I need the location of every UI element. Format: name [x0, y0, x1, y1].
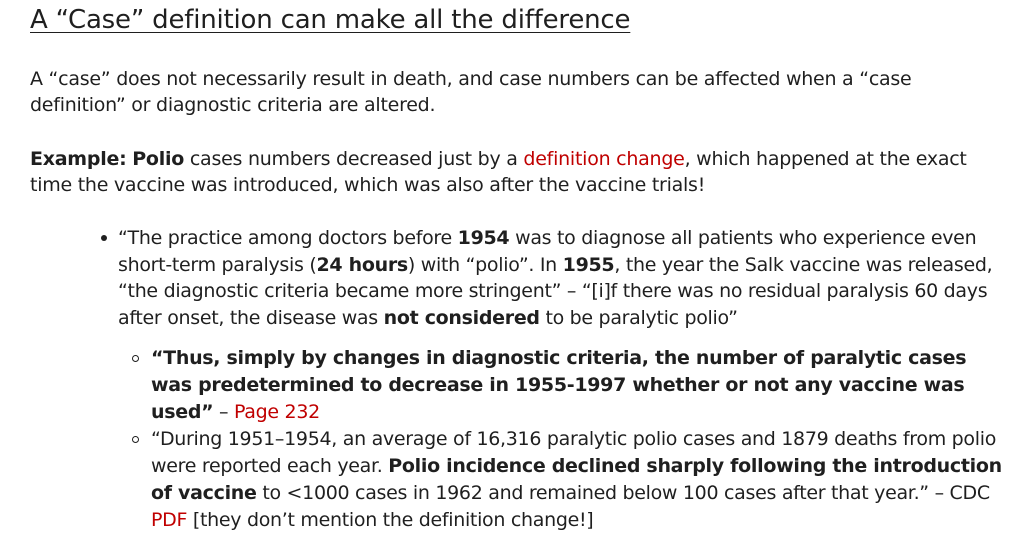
- cdc-pdf-link[interactable]: PDF: [151, 509, 188, 531]
- example-paragraph: [30, 146, 1002, 198]
- example-text-after-link: , which happened at the exact time the vaccine was introduced, which was also after the vaccine trials!: [30, 148, 967, 196]
- example-text-before-link: cases numbers decreased just by a: [184, 148, 524, 170]
- bullet-circle-icon: [132, 436, 139, 443]
- bullet1-text-4: , the year the Salk vaccine was released, “the diagnostic criteria became more stringent” – “[i]f there was no residual paralysis 60 days after onset, the disease was: [118, 253, 993, 329]
- bullet1-text-1: “The practice among doctors before: [118, 227, 458, 249]
- definition-change-link[interactable]: definition change: [523, 148, 685, 170]
- example-label: Example:: [30, 148, 127, 170]
- sub2-bold: Polio incidence declined sharply following the introduction of vaccine: [151, 455, 1002, 504]
- sub2-text-3: [they don’t mention the definition change!]: [187, 509, 594, 531]
- bullet-disc-icon: [101, 235, 107, 241]
- intro-paragraph: A “case” does not necessarily result in death, and case numbers can be affected when a “case definition” or diagnostic criteria are altered.: [30, 68, 912, 116]
- list-item: [151, 345, 1002, 426]
- bullet1-bold-2: 24 hours: [316, 253, 408, 276]
- bullet1-bold-3: 1955: [562, 253, 615, 276]
- list-item: [118, 225, 1002, 534]
- bullet1-bold-1: 1954: [457, 227, 510, 249]
- bullet1-text-3: ) with “polio”. In: [407, 253, 563, 276]
- bullet1-text-2: was to diagnose all patients who experience even short-term paralysis (: [118, 227, 977, 276]
- sub2-text-2: to <1000 cases in 1962 and remained below 100 cases after that year.” – CDC: [256, 482, 990, 504]
- bullet1-bold-4: not considered: [383, 306, 540, 329]
- sub2-text-1: “During 1951–1954, an average of 16,316 paralytic polio cases and 1879 deaths from polio were reported each year.: [151, 428, 997, 477]
- example-subject: Polio: [132, 148, 185, 170]
- page-232-link[interactable]: Page 232: [234, 401, 320, 423]
- bullet1-text-5: to be paralytic polio”: [539, 306, 738, 329]
- bullet-circle-icon: [132, 355, 139, 362]
- list-item: [151, 426, 1002, 534]
- article: [30, 0, 1002, 534]
- sub1-quote: “Thus, simply by changes in diagnostic criteria, the number of paralytic cases was predetermined to decrease in 1955-1997 whether or not any vaccine was used”: [151, 347, 967, 423]
- sub-bullet-list: [118, 345, 1002, 534]
- page-title: A “Case” definition can make all the difference: [30, 5, 631, 35]
- bullet-list: [30, 225, 1002, 534]
- sub1-dash: –: [213, 401, 234, 423]
